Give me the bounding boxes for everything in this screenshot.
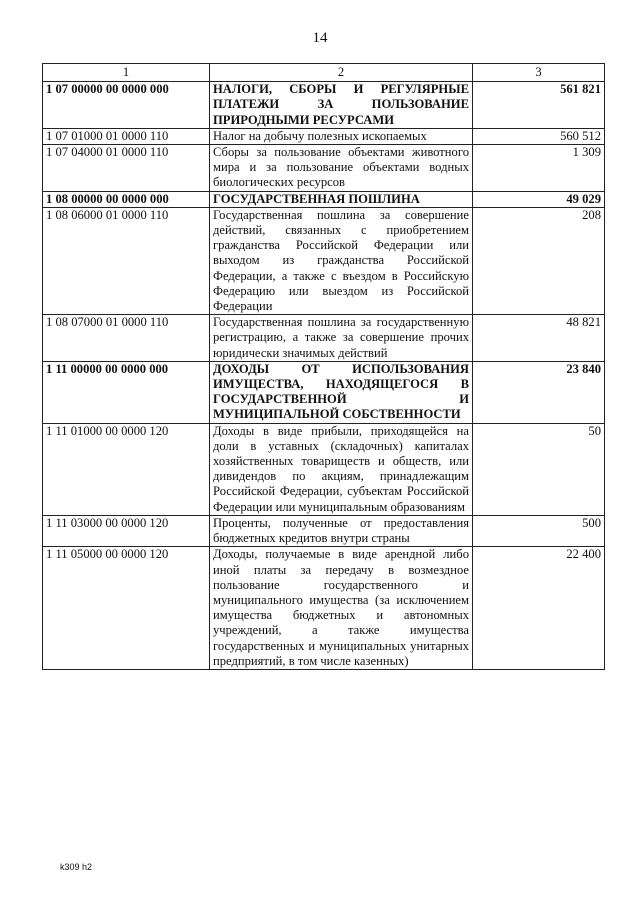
revenue-amount: 49 029 bbox=[473, 191, 605, 207]
column-header-3: 3 bbox=[473, 64, 605, 82]
revenue-amount: 23 840 bbox=[473, 361, 605, 423]
revenue-name: Государственная пошлина за государственную регистрацию, а также за совершение прочих юридически значимых действий bbox=[210, 315, 473, 362]
table-row bbox=[43, 515, 605, 546]
table-row bbox=[43, 145, 605, 192]
table-row bbox=[43, 547, 605, 670]
budget-code: 1 11 01000 00 0000 120 bbox=[43, 423, 210, 515]
document-footer-code: k309 h2 bbox=[60, 862, 93, 872]
revenue-table bbox=[42, 63, 605, 670]
revenue-amount: 22 400 bbox=[473, 547, 605, 670]
table-row bbox=[43, 315, 605, 362]
revenue-amount: 1 309 bbox=[473, 145, 605, 192]
table-row bbox=[43, 423, 605, 515]
budget-code: 1 08 06000 01 0000 110 bbox=[43, 207, 210, 314]
revenue-name: Налог на добычу полезных ископаемых bbox=[210, 128, 473, 144]
revenue-amount: 208 bbox=[473, 207, 605, 314]
revenue-name: ГОСУДАРСТВЕННАЯ ПОШЛИНА bbox=[210, 191, 473, 207]
revenue-name: Проценты, полученные от предоставления бюджетных кредитов внутри страны bbox=[210, 515, 473, 546]
page-number: 14 bbox=[312, 30, 328, 46]
table-header-row bbox=[43, 64, 605, 82]
budget-code: 1 07 04000 01 0000 110 bbox=[43, 145, 210, 192]
revenue-amount: 560 512 bbox=[473, 128, 605, 144]
table-body bbox=[43, 82, 605, 670]
revenue-name: Доходы в виде прибыли, приходящейся на доли в уставных (складочных) капиталах хозяйственных товариществ и обществ, или дивидендов по акциям, принадлежащим Российской Федерации, субъектам Российской Федерации или муниципальным образованиям bbox=[210, 423, 473, 515]
revenue-name: Доходы, получаемые в виде арендной либо иной платы за передачу в возмездное пользование государственного и муниципального имущества (за исключением имущества бюджетных и автономных учреждений, а также имущества государственных и муниципальных унитарных предприятий, в том числе казенных) bbox=[210, 547, 473, 670]
budget-code: 1 08 07000 01 0000 110 bbox=[43, 315, 210, 362]
table-row bbox=[43, 361, 605, 423]
revenue-name: ДОХОДЫ ОТ ИСПОЛЬЗОВАНИЯ ИМУЩЕСТВА, НАХОДЯЩЕГОСЯ В ГОСУДАРСТВЕННОЙ И МУНИЦИПАЛЬНОЙ СОБСТВЕННОСТИ bbox=[210, 361, 473, 423]
revenue-amount: 50 bbox=[473, 423, 605, 515]
budget-code: 1 08 00000 00 0000 000 bbox=[43, 191, 210, 207]
column-header-2: 2 bbox=[210, 64, 473, 82]
revenue-amount: 48 821 bbox=[473, 315, 605, 362]
budget-code: 1 11 00000 00 0000 000 bbox=[43, 361, 210, 423]
budget-code: 1 07 01000 01 0000 110 bbox=[43, 128, 210, 144]
table-row bbox=[43, 82, 605, 129]
revenue-name: Сборы за пользование объектами животного мира и за пользование объектами водных биологических ресурсов bbox=[210, 145, 473, 192]
table-row bbox=[43, 128, 605, 144]
revenue-name: Государственная пошлина за совершение действий, связанных с приобретением гражданства Российской Федерации или выходом из гражданства Российской Федерации, а также с въездом в Российскую Федерацию или выездом из Российской Федерации bbox=[210, 207, 473, 314]
budget-code: 1 11 05000 00 0000 120 bbox=[43, 547, 210, 670]
budget-code: 1 07 00000 00 0000 000 bbox=[43, 82, 210, 129]
column-header-1: 1 bbox=[43, 64, 210, 82]
table-row bbox=[43, 207, 605, 314]
budget-code: 1 11 03000 00 0000 120 bbox=[43, 515, 210, 546]
table-row bbox=[43, 191, 605, 207]
revenue-amount: 561 821 bbox=[473, 82, 605, 129]
revenue-name: НАЛОГИ, СБОРЫ И РЕГУЛЯРНЫЕ ПЛАТЕЖИ ЗА ПОЛЬЗОВАНИЕ ПРИРОДНЫМИ РЕСУРСАМИ bbox=[210, 82, 473, 129]
revenue-amount: 500 bbox=[473, 515, 605, 546]
